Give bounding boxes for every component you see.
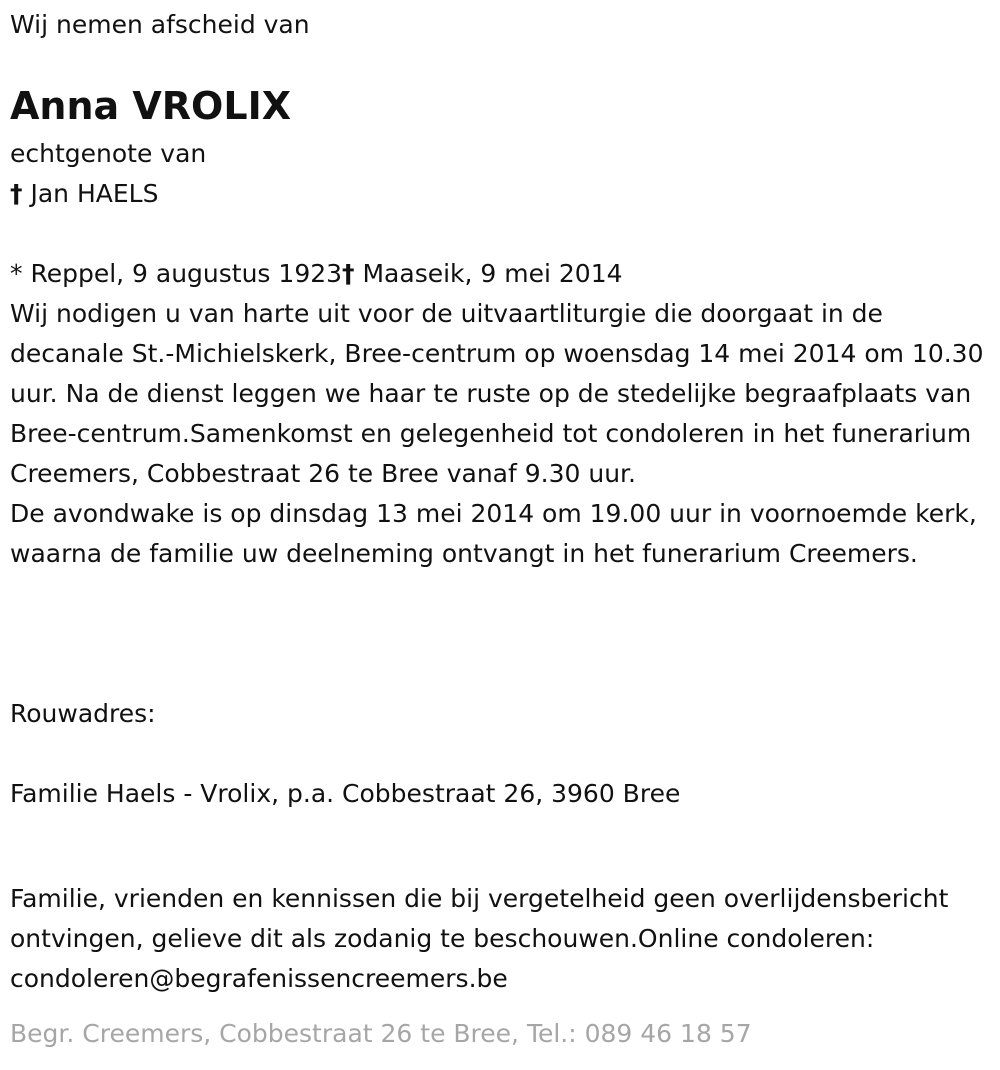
intro-text: Wij nemen afscheid van bbox=[10, 10, 310, 39]
service-details bbox=[10, 294, 985, 574]
service-paragraph: Wij nodigen u van harte uit voor de uitvaartliturgie die doorgaat in de decanale St.-Michielskerk, Bree-centrum op woensdag 14 mei 2014 om 10.30 uur. Na de dienst leggen we haar te ruste op de stedelijke begraafplaats van Bree-centrum.Samenkomst en gelegenheid tot condoleren in het funerarium Creemers, Cobbestraat 26 te Bree vanaf 9.30 uur. bbox=[10, 299, 984, 488]
funeral-home-footer: Begr. Creemers, Cobbestraat 26 te Bree, Tel.: 089 46 18 57 bbox=[10, 1019, 752, 1048]
wake-paragraph: De avondwake is op dinsdag 13 mei 2014 om 19.00 uur in voornoemde kerk, waarna de familie uw deelneming ontvangt in het funerarium Creemers. bbox=[10, 499, 977, 568]
deceased-name: Anna VROLIX bbox=[10, 84, 292, 128]
closing-paragraph: Familie, vrienden en kennissen die bij vergetelheid geen overlijdensbericht ontvingen, gelieve dit als zodanig te beschouwen.Online condoleren: condoleren@begrafenissencreemers.be bbox=[10, 884, 949, 993]
spouse-label: echtgenote van bbox=[10, 139, 207, 168]
cross-icon: † bbox=[342, 259, 355, 288]
life-dates bbox=[10, 254, 623, 294]
spouse-line bbox=[10, 174, 158, 214]
rouwadres-address: Familie Haels - Vrolix, p.a. Cobbestraat 26, 3960 Bree bbox=[10, 779, 681, 808]
cross-icon: † bbox=[10, 179, 23, 208]
spouse-name: Jan HAELS bbox=[30, 179, 159, 208]
death-date: Maaseik, 9 mei 2014 bbox=[354, 259, 623, 288]
rouwadres-label: Rouwadres: bbox=[10, 699, 156, 728]
birth-date: * Reppel, 9 augustus 1923 bbox=[10, 259, 343, 288]
